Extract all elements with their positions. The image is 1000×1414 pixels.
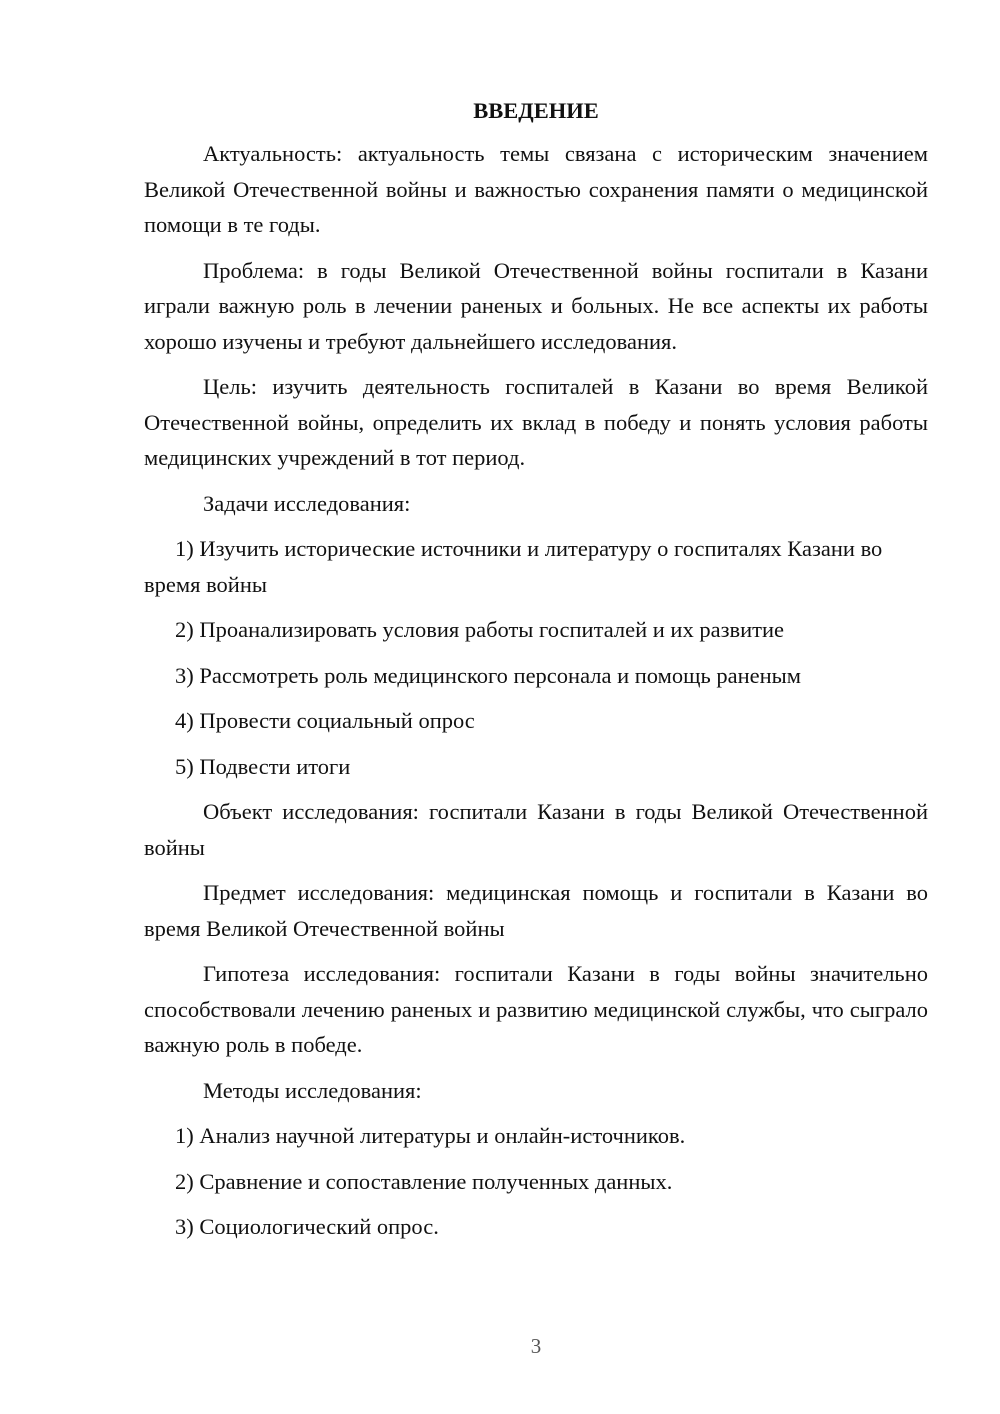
method-item: 1) Анализ научной литературы и онлайн-источников. bbox=[175, 1123, 686, 1148]
relevance-paragraph: Актуальность: актуальность темы связана с историческим значением Великой Отечественной войны и важностью сохранения памяти о медицинской помощи в те годы. bbox=[144, 141, 928, 237]
methods-title: Методы исследования: bbox=[203, 1077, 422, 1103]
method-item: 3) Социологический опрос. bbox=[175, 1214, 439, 1239]
method-item: 2) Сравнение и сопоставление полученных данных. bbox=[175, 1168, 673, 1194]
task-item: 3) Рассмотреть роль медицинского персонала и помощь раненым bbox=[175, 662, 801, 688]
task-item: 1) Изучить исторические источники и литературу о госпиталях Казани во время войны bbox=[144, 536, 883, 597]
problem-paragraph: Проблема: в годы Великой Отечественной войны госпитали в Казани играли важную роль в лечении раненых и больных. Не все аспекты их работы хорошо изучены и требуют дальнейшего исследования. bbox=[144, 257, 928, 354]
section-heading: ВВЕДЕНИЕ bbox=[473, 98, 599, 123]
task-item: 4) Провести социальный опрос bbox=[175, 708, 475, 733]
hypothesis-paragraph: Гипотеза исследования: госпитали Казани в годы войны значительно способствовали лечению раненых и развитию медицинской службы, что сыграло важную роль в победе. bbox=[144, 961, 928, 1057]
object-paragraph: Объект исследования: госпитали Казани в годы Великой Отечественной войны bbox=[144, 799, 928, 860]
document-page bbox=[144, 96, 928, 1255]
goal-paragraph: Цель: изучить деятельность госпиталей в Казани во время Великой Отечественной войны, определить их вклад в победу и понять условия работы медицинских учреждений в тот период. bbox=[144, 374, 928, 470]
subject-paragraph: Предмет исследования: медицинская помощь и госпитали в Казани во время Великой Отечественной войны bbox=[144, 880, 928, 941]
tasks-title: Задачи исследования: bbox=[203, 490, 411, 516]
task-item: 5) Подвести итоги bbox=[175, 753, 351, 779]
task-item: 2) Проанализировать условия работы госпиталей и их развитие bbox=[175, 617, 784, 642]
page-number: 3 bbox=[530, 1334, 542, 1358]
